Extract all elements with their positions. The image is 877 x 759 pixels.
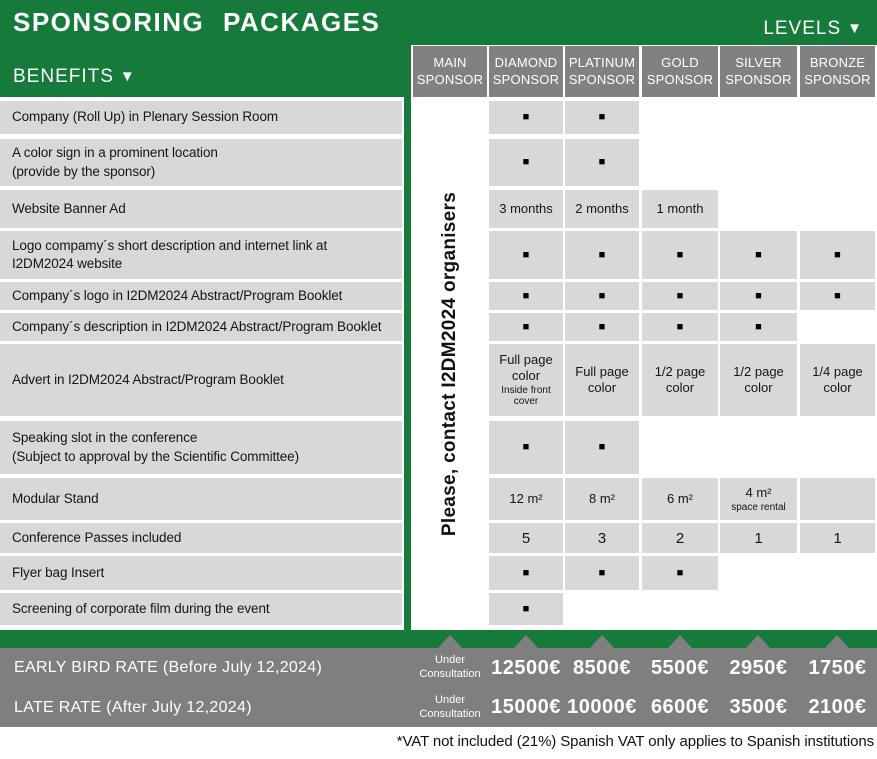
- column-pointer-icon: [668, 635, 692, 648]
- table-cell: [489, 231, 563, 279]
- table-cell: [489, 282, 563, 310]
- table-cell: [565, 478, 639, 520]
- table-cell: [642, 344, 718, 416]
- table-cell: [565, 344, 639, 416]
- table-cell: [800, 523, 875, 553]
- cell-text: 12 m²: [509, 491, 543, 507]
- table-cell: [800, 282, 875, 310]
- table-cell: [489, 478, 563, 520]
- included-square-icon: ■: [598, 248, 606, 261]
- cell-text: 1/2 page color: [733, 364, 784, 395]
- benefit-text: A color sign in a prominent location: [12, 145, 218, 161]
- table-cell-empty: [800, 478, 875, 520]
- cell-text: 1 month: [656, 201, 704, 217]
- column-pointer-icon: [825, 635, 849, 648]
- table-cell: [489, 593, 563, 625]
- benefit-row: [0, 523, 402, 553]
- included-square-icon: ■: [522, 156, 530, 168]
- table-cell: [565, 190, 639, 228]
- column-header-line2: SPONSOR: [416, 71, 484, 87]
- benefit-text: (provide by the sponsor): [12, 163, 156, 179]
- included-square-icon: ■: [598, 289, 606, 302]
- table-cell: [489, 313, 563, 341]
- price-value: 2100€: [808, 696, 867, 718]
- included-square-icon: ■: [676, 566, 684, 579]
- table-cell: [489, 344, 563, 416]
- column-pointer-icon: [746, 635, 770, 648]
- early-bird-rate-label: EARLY BIRD RATE (Before July 12,2024): [14, 659, 323, 676]
- column-header-bronze-sponsor: [800, 46, 875, 97]
- column-header-line1: BRONZE: [809, 54, 866, 70]
- included-square-icon: ■: [522, 320, 530, 333]
- benefit-text: Conference Passes included: [12, 529, 182, 545]
- rate-cell: [720, 648, 797, 688]
- included-square-icon: ■: [522, 111, 530, 123]
- cell-text: 8 m²: [589, 491, 615, 507]
- benefit-row: [0, 139, 402, 186]
- table-cell: [720, 313, 797, 341]
- included-square-icon: ■: [834, 289, 841, 302]
- rate-cell-main: [413, 688, 487, 727]
- late-rate-label: LATE RATE (After July 12,2024): [14, 698, 252, 716]
- levels-label-text: LEVELS: [763, 18, 842, 39]
- table-cell: [489, 139, 563, 186]
- benefit-row: [0, 231, 402, 279]
- table-cell: [720, 478, 797, 520]
- column-pointer-icon: [590, 635, 614, 648]
- table-cell: [565, 313, 639, 341]
- included-square-icon: ■: [522, 566, 530, 579]
- rate-cell: [800, 648, 875, 688]
- table-cell: [800, 231, 875, 279]
- rate-cell: [642, 688, 718, 727]
- benefit-text: (Subject to approval by the Scientific Committee): [12, 448, 299, 464]
- included-square-icon: ■: [522, 602, 530, 615]
- included-square-icon: ■: [598, 111, 606, 123]
- column-header-diamond-sponsor: [489, 46, 563, 97]
- price-value: 5500€: [650, 656, 710, 679]
- table-cell: [800, 344, 875, 416]
- price-value: 12500€: [491, 656, 561, 679]
- table-cell: [565, 282, 639, 310]
- column-header-line2: SPONSOR: [725, 71, 792, 87]
- table-cell: [565, 139, 639, 186]
- benefit-row: [0, 478, 402, 520]
- table-cell: [642, 556, 718, 590]
- column-header-silver-sponsor: [720, 46, 797, 97]
- cell-subtext: space rental: [731, 501, 786, 513]
- rate-cell: [800, 688, 875, 727]
- table-cell: [720, 344, 797, 416]
- sort-down-icon: ▼: [847, 20, 863, 37]
- table-cell: [565, 101, 639, 134]
- included-square-icon: ■: [755, 289, 762, 302]
- benefit-text: Company´s description in I2DM2024 Abstract/Program Booklet: [12, 318, 382, 334]
- included-square-icon: ■: [598, 320, 606, 333]
- price-value: 3500€: [729, 696, 788, 718]
- vat-footnote: *VAT not included (21%) Spanish VAT only applies to Spanish institutions: [396, 733, 874, 750]
- included-square-icon: ■: [755, 248, 762, 261]
- table-cell: [565, 421, 639, 474]
- benefit-text: Modular Stand: [12, 490, 99, 506]
- rate-cell: [489, 648, 563, 688]
- price-value: 15000€: [491, 696, 561, 718]
- price-value: 6600€: [650, 696, 710, 718]
- included-square-icon: ■: [522, 441, 530, 453]
- column-header-gold-sponsor: [642, 46, 718, 97]
- benefit-text: Company (Roll Up) in Plenary Session Room: [12, 109, 279, 125]
- page-title: SPONSORING PACKAGES: [13, 7, 381, 37]
- column-header-platinum-sponsor: [565, 46, 639, 97]
- benefit-text: Flyer bag Insert: [12, 564, 105, 580]
- benefit-text: Speaking slot in the conference: [12, 430, 198, 446]
- table-cell: [642, 282, 718, 310]
- rate-cell-main: [413, 648, 487, 688]
- rate-cell: [642, 648, 718, 688]
- column-header-main-sponsor: [413, 46, 487, 97]
- levels-label: [763, 18, 863, 40]
- cell-text: 1/2 page color: [654, 364, 706, 395]
- included-square-icon: ■: [522, 248, 530, 261]
- table-cell: [489, 523, 563, 553]
- rate-cell: [720, 688, 797, 727]
- column-header-line2: SPONSOR: [646, 71, 714, 87]
- table-cell: [489, 190, 563, 228]
- benefit-row: [0, 593, 402, 625]
- included-square-icon: ■: [755, 320, 762, 333]
- table-cell: [565, 231, 639, 279]
- benefit-row: [0, 282, 402, 310]
- cell-text: 1/4 page color: [812, 364, 863, 395]
- column-header-line1: PLATINUM: [568, 54, 636, 70]
- benefits-label: [13, 66, 136, 88]
- included-square-icon: ■: [598, 156, 606, 168]
- benefit-text: Logo compamy´s short description and internet link at: [12, 237, 328, 253]
- table-cell: [720, 231, 797, 279]
- cell-subtext: Inside front cover: [501, 384, 551, 408]
- benefits-label-text: BENEFITS: [13, 66, 114, 87]
- included-square-icon: ■: [522, 289, 530, 302]
- rate-cell: [489, 688, 563, 727]
- main-sponsor-note: Please, contact I2DM2024 organisers: [439, 191, 460, 536]
- benefit-text: Company´s logo in I2DM2024 Abstract/Program Booklet: [12, 287, 343, 303]
- cell-number: 1: [833, 529, 842, 547]
- under-consultation-text: Under Consultation: [419, 654, 481, 680]
- cell-text: Full page color: [499, 352, 553, 383]
- benefit-row: [0, 421, 402, 474]
- table-cell: [720, 282, 797, 310]
- column-header-line2: SPONSOR: [568, 71, 636, 87]
- vertical-green-divider: [404, 96, 411, 632]
- rate-cell: [565, 648, 639, 688]
- cell-text: Full page color: [575, 364, 629, 395]
- table-cell: [642, 523, 718, 553]
- included-square-icon: ■: [834, 248, 841, 261]
- table-cell: [642, 478, 718, 520]
- included-square-icon: ■: [676, 289, 684, 302]
- cell-number: 5: [521, 529, 531, 547]
- price-value: 8500€: [572, 656, 632, 679]
- price-value: 10000€: [567, 696, 637, 718]
- rate-cell: [565, 688, 639, 727]
- benefit-row: [0, 556, 402, 590]
- cell-text: 4 m²: [745, 484, 772, 500]
- table-cell: [565, 523, 639, 553]
- cell-text: 6 m²: [667, 491, 693, 507]
- table-cell: [642, 313, 718, 341]
- table-cell: [720, 523, 797, 553]
- cell-text: 2 months: [575, 201, 629, 217]
- column-header-line1: DIAMOND: [494, 54, 558, 70]
- benefit-text: Screening of corporate film during the event: [12, 600, 270, 616]
- column-pointer-icon: [438, 635, 462, 648]
- price-value: 1750€: [808, 656, 867, 679]
- column-pointer-icon: [514, 635, 538, 648]
- included-square-icon: ■: [676, 320, 684, 333]
- table-cell: [565, 556, 639, 590]
- benefit-text: Advert in I2DM2024 Abstract/Program Booklet: [12, 371, 284, 387]
- cell-number: 1: [754, 529, 763, 547]
- included-square-icon: ■: [598, 441, 606, 453]
- column-header-line2: SPONSOR: [804, 71, 871, 87]
- table-cell: [489, 421, 563, 474]
- table-cell: [489, 556, 563, 590]
- sort-down-icon: ▼: [119, 68, 136, 85]
- table-cell: [642, 190, 718, 228]
- benefit-row: [0, 313, 402, 341]
- under-consultation-text: Under Consultation: [419, 693, 481, 720]
- table-cell: [642, 231, 718, 279]
- benefit-row: [0, 344, 402, 416]
- benefit-text: Website Banner Ad: [12, 200, 126, 216]
- table-cell: [489, 101, 563, 134]
- cell-number: 3: [597, 529, 607, 547]
- benefit-row: [0, 190, 402, 228]
- column-header-line1: MAIN: [433, 54, 467, 70]
- included-square-icon: ■: [598, 566, 606, 579]
- included-square-icon: ■: [676, 248, 684, 261]
- main-sponsor-note-column: [413, 97, 487, 630]
- benefit-row: [0, 101, 402, 134]
- column-header-line2: SPONSOR: [492, 71, 560, 87]
- cell-text: 3 months: [499, 201, 553, 217]
- cell-number: 2: [675, 529, 685, 547]
- benefit-text: I2DM2024 website: [12, 256, 123, 271]
- column-header-line1: GOLD: [661, 54, 699, 70]
- column-header-line1: SILVER: [735, 54, 782, 70]
- price-value: 2950€: [729, 656, 788, 679]
